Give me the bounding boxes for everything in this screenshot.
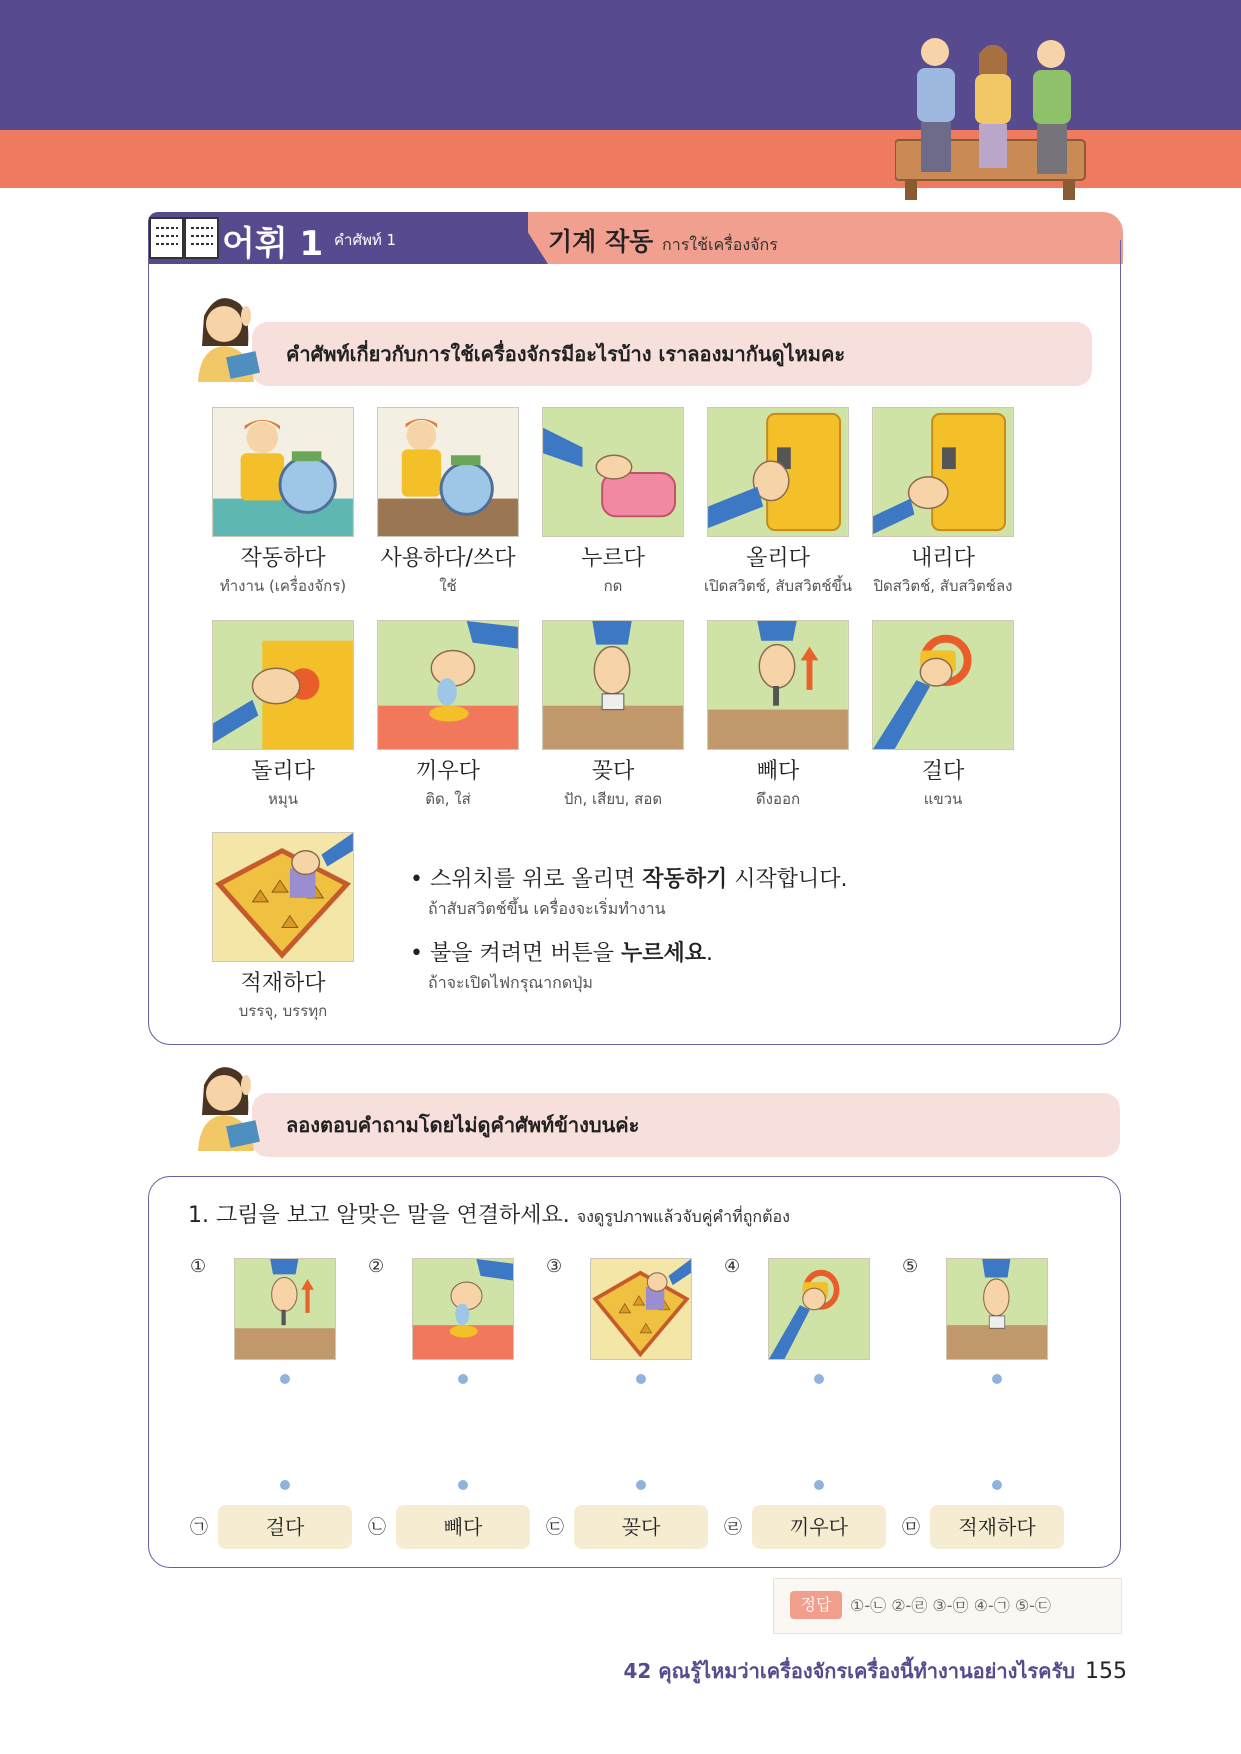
vocab-subtitle: คำศัพท์ 1 [334,231,397,249]
choice-word[interactable]: 꽂다 [574,1505,708,1549]
example-thai: ถ้าจะเปิดไฟกรุณากดปุ่ม [428,973,593,992]
match-dot-top[interactable] [992,1374,1002,1384]
match-dot-top[interactable] [636,1374,646,1384]
load-box-icon [590,1258,692,1360]
quiz-number: ③ [546,1256,563,1277]
intro-speech-bubble [252,322,1092,386]
answer-key [773,1578,1122,1634]
match-dot-top[interactable] [814,1374,824,1384]
quiz-number: ④ [724,1256,741,1277]
choice-letter: ㉤ [902,1517,920,1538]
answer-text: ①-㉡ ②-㉣ ③-㉤ ④-㉠ ⑤-㉢ [850,1596,1051,1615]
example-thai: ถ้าสับสวิตช์ขึ้น เครื่องจะเริ่มทำงาน [428,899,666,918]
page-footer [624,1655,1128,1687]
people-on-bench-illustration [895,30,1095,200]
choice-word[interactable]: 적재하다 [930,1505,1064,1549]
vocab-korean: 작동하다 [240,546,326,571]
quiz-speech-text: ลองตอบคำถามโดยไม่ดูคำศัพท์ข้างบนค่ะ [286,1113,640,1137]
worker-machine-icon [212,407,354,537]
pull-out-icon [707,620,849,750]
quiz-number: ⑤ [902,1256,919,1277]
vocab-thai: กด [603,577,623,595]
vocab-korean: 적재하다 [240,971,326,996]
choice-word[interactable]: 끼우다 [752,1505,886,1549]
example-keyword: 누르세요 [620,941,706,966]
footer-title: 42 คุณรู้ไหมว่าเครื่องจักรเครื่องนี้ทำงานอย่างไรครับ [623,1659,1075,1683]
example-post: . [706,941,713,966]
quiz-number: ② [368,1256,385,1277]
quiz-speech-bubble [252,1093,1120,1157]
vocab-thai: แขวน [923,790,963,808]
vocab-korean: 빼다 [756,759,800,784]
vocab-korean: 올리다 [746,546,810,571]
answer-label: 정답 [790,1591,842,1619]
pull-out-icon [234,1258,336,1360]
page-number: 155 [1085,1659,1127,1684]
example-sentence: • 불을 켜려면 버튼을 누르세요. ถ้าจะเปิดไฟกรุณากดปุ่ม [410,936,713,996]
vocab-card [373,620,523,811]
match-dot-bottom[interactable] [636,1480,646,1490]
switch-up-icon [707,407,849,537]
example-post: 시작합니다. [727,867,848,892]
choice-word[interactable]: 걸다 [218,1505,352,1549]
match-dot-bottom[interactable] [280,1480,290,1490]
vocab-thai: หมุน [267,790,299,808]
insert-bulb-icon [412,1258,514,1360]
hang-roll-icon [768,1258,870,1360]
vocab-thai: ปัก, เสียบ, สอด [563,790,663,808]
vocab-thai: บรรจุ, บรรทุก [238,1002,328,1020]
vocab-title: 어휘 1 [222,224,324,264]
vocab-card [208,832,358,1023]
choice-letter: ㉣ [724,1517,742,1538]
choice-letter: ㉡ [368,1517,386,1538]
vocab-card [868,407,1018,598]
example-pre: 스위치를 위로 올리면 [429,867,643,892]
choice-letter: ㉠ [190,1517,208,1538]
intro-speech-text: คำศัพท์เกี่ยวกับการใช้เครื่องจักรมีอะไรบ้าง เราลองมากันดูไหมคะ [286,342,846,366]
match-dot-bottom[interactable] [992,1480,1002,1490]
theme-title-th: การใช้เครื่องจักร [662,235,778,254]
insert-bulb-icon [377,620,519,750]
press-button-icon [542,407,684,537]
example-sentence: • 스위치를 위로 올리면 작동하기 시작합니다. ถ้าสับสวิตช์ขึ้น เครื่องจะเริ่มทำงาน [410,862,848,922]
plug-in-icon [946,1258,1048,1360]
example-keyword: 작동하기 [642,867,728,892]
choice-letter: ㉢ [546,1517,564,1538]
theme-title-ko: 기계 작동 [548,227,654,256]
vocab-korean: 누르다 [581,546,645,571]
vocab-thai: ทำงาน (เครื่องจักร) [219,577,347,595]
quiz-number: ① [190,1256,207,1277]
teacher-avatar [178,1055,274,1151]
vocab-card [703,407,853,598]
vocab-korean: 내리다 [911,546,975,571]
switch-down-icon [872,407,1014,537]
worker-saw-icon [377,407,519,537]
vocab-korean: 꽂다 [591,759,635,784]
vocab-card [538,620,688,811]
vocab-thai: ใช้ [439,577,457,595]
teacher-avatar [178,286,274,382]
match-dot-top[interactable] [458,1374,468,1384]
quiz-title [188,1198,790,1230]
load-box-icon [212,832,354,962]
vocab-thai: ดึงออก [755,790,801,808]
vocab-korean: 걸다 [921,759,965,784]
vocab-card [373,407,523,598]
quiz-title-ko: 1. 그림을 보고 알맞은 말을 연결하세요. [188,1203,570,1228]
choice-word[interactable]: 빼다 [396,1505,530,1549]
quiz-title-th: จงดูรูปภาพแล้วจับคู่คำที่ถูกต้อง [576,1207,790,1226]
vocab-korean: 돌리다 [251,759,315,784]
vocab-card [538,407,688,598]
match-dot-bottom[interactable] [458,1480,468,1490]
vocab-thai: เปิดสวิตช์, สับสวิตช์ขึ้น [703,577,853,595]
match-dot-top[interactable] [280,1374,290,1384]
vocab-thai: ปิดสวิตช์, สับสวิตช์ลง [873,577,1013,595]
turn-knob-icon [212,620,354,750]
vocab-korean: 끼우다 [416,759,480,784]
vocab-korean: 사용하다/쓰다 [380,546,516,571]
hang-roll-icon [872,620,1014,750]
vocab-card [868,620,1018,811]
match-dot-bottom[interactable] [814,1480,824,1490]
plug-in-icon [542,620,684,750]
vocab-card [703,620,853,811]
vocab-card [208,407,358,598]
vocab-card [208,620,358,811]
example-pre: 불을 켜려면 버튼을 [429,941,621,966]
vocab-thai: ติด, ใส่ [425,790,471,808]
